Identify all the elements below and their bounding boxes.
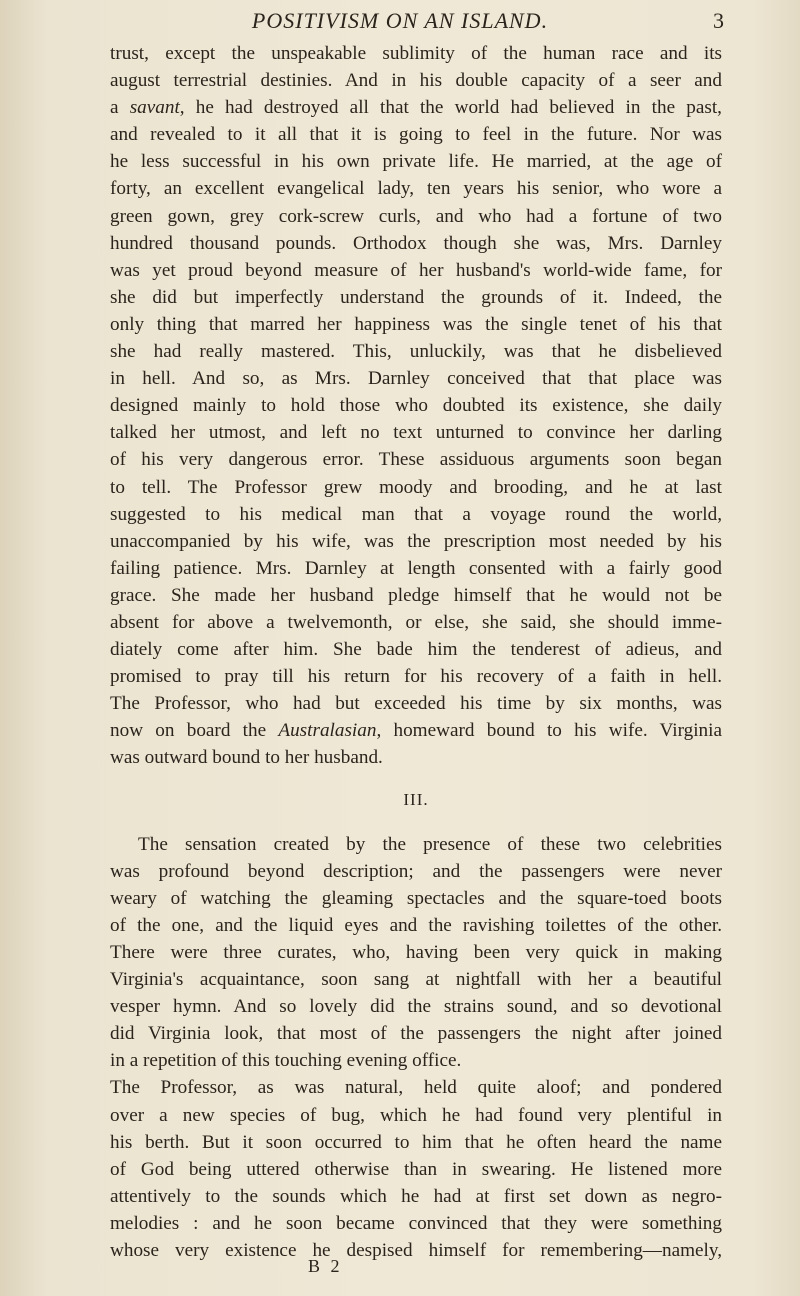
text-line: was profound beyond description; and the passengers were never: [110, 860, 722, 882]
text-line: grace. She made her husband pledge himself that he would not be: [110, 584, 722, 606]
page-header: [0, 6, 800, 36]
text-line: There were three curates, who, having been very quick in making: [110, 942, 722, 963]
text-line: of the one, and the liquid eyes and the ravishing toilettes of the other.: [110, 914, 722, 936]
text-line: forty, an excellent evangelical lady, ten years his senior, who wore a: [110, 178, 722, 200]
text-line: unaccompanied by his wife, was the prescription most needed by his: [110, 530, 722, 552]
text-line: The sensation created by the presence of these two celebrities: [138, 833, 722, 855]
running-title: POSITIVISM ON AN ISLAND.: [251, 8, 549, 33]
text-line: of his very dangerous error. These assiduous arguments soon began: [110, 449, 722, 471]
text-line: promised to pray till his return for his recovery of a faith in hell.: [110, 666, 722, 688]
italic-word: savant: [129, 97, 180, 119]
text-line: was yet proud beyond measure of her husband's world-wide fame, for: [110, 259, 722, 281]
text-line: The Professor, as was natural, held quite aloof; and pondered: [110, 1077, 722, 1099]
text-line: in a repetition of this touching evening office.: [110, 1050, 462, 1072]
signature-mark: B 2: [308, 1256, 343, 1276]
text-line: he less successful in his own private life. He married, at the age of: [110, 151, 722, 173]
text-line: now on board the Australasian, homeward bound to his wife. Virginia: [110, 720, 722, 742]
text-line: of God being uttered otherwise than in swearing. He listened more: [110, 1158, 722, 1180]
text-line: The Professor, who had but exceeded his time by six months, was: [110, 693, 722, 715]
text-line: diately come after him. She bade him the tenderest of adieus, and: [110, 639, 722, 661]
text-line: in hell. And so, as Mrs. Darnley conceived that that place was: [110, 368, 722, 390]
text-line: hundred thousand pounds. Orthodox though she was, Mrs. Darnley: [110, 232, 722, 254]
text-line: Virginia's acquaintance, soon sang at nightfall with her a beautiful: [110, 969, 722, 991]
text-line: whose very existence he despised himself for remembering—namely,: [110, 1240, 722, 1262]
paragraph-2: [110, 831, 722, 1075]
text-line: failing patience. Mrs. Darnley at length consented with a fairly good: [110, 557, 722, 579]
text-line: melodies : and he soon became convinced that they were something: [110, 1212, 722, 1234]
text-line: to tell. The Professor grew moody and brooding, and he at last: [110, 476, 722, 498]
paragraph-1: [110, 40, 722, 772]
text-line: green gown, grey cork-screw curls, and who had a fortune of two: [110, 205, 722, 227]
text-line: august terrestrial destinies. And in his double capacity of a seer and: [110, 70, 722, 92]
page-number: 3: [713, 8, 724, 33]
text-line: talked her utmost, and left no text unturned to convince her darling: [110, 422, 722, 444]
paragraph-3: [110, 1074, 722, 1264]
text-line: weary of watching the gleaming spectacles and the square-toed boots: [110, 887, 722, 909]
text-line: suggested to his medical man that a voyage round the world,: [110, 503, 722, 525]
text-line: over a new species of bug, which he had found very plentiful in: [110, 1104, 722, 1126]
text-line: only thing that marred her happiness was the single tenet of his that: [110, 313, 722, 335]
text-line: a savant, he had destroyed all that the world had believed in the past,: [110, 97, 722, 119]
text-line: attentively to the sounds which he had at first set down as negro-: [110, 1185, 722, 1207]
text-line: trust, except the unspeakable sublimity of the human race and its: [110, 43, 722, 64]
text-line: she had really mastered. This, unluckily, was that he disbelieved: [110, 341, 722, 363]
text-line: and revealed to it all that it is going to feel in the future. Nor was: [110, 124, 722, 146]
text-line: designed mainly to hold those who doubted its existence, she daily: [110, 395, 722, 417]
text-line: did Virginia look, that most of the passengers the night after joined: [110, 1023, 722, 1045]
text-line: his berth. But it soon occurred to him that he often heard the name: [110, 1131, 722, 1153]
text-line: was outward bound to her husband.: [110, 747, 383, 769]
text-line: vesper hymn. And so lovely did the strains sound, and so devotional: [110, 996, 722, 1018]
body-text: [110, 40, 722, 1264]
italic-ship-name: Australasian: [278, 720, 377, 742]
text-line: she did but imperfectly understand the grounds of it. Indeed, the: [110, 286, 722, 308]
text-line: absent for above a twelvemonth, or else, she said, she should imme-: [110, 611, 722, 633]
section-numeral: III.: [403, 789, 429, 809]
